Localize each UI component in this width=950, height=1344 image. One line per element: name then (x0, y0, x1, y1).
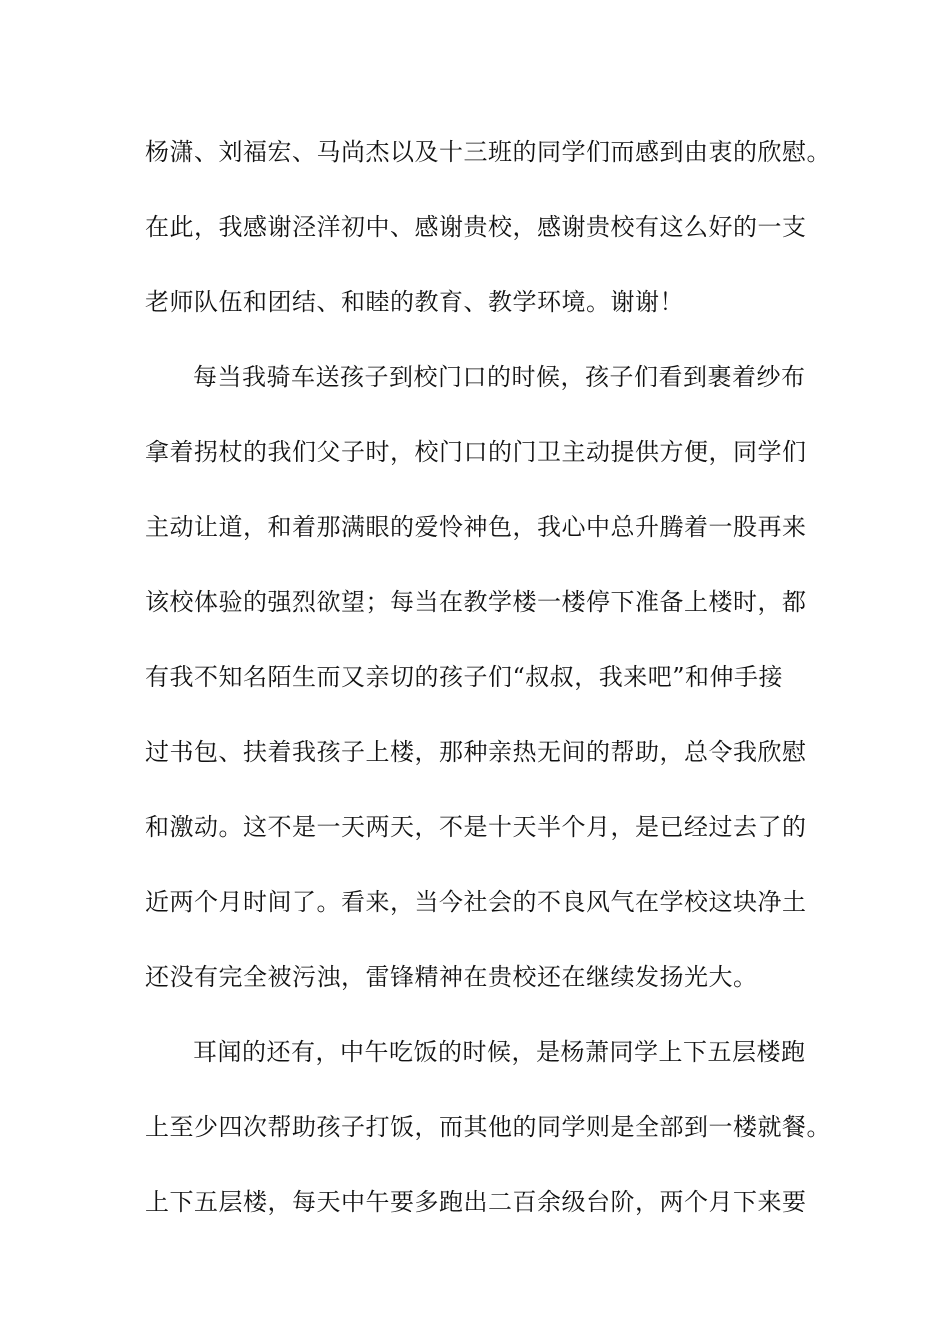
text-line: 在此，我感谢泾洋初中、感谢贵校，感谢贵校有这么好的一支 (145, 213, 807, 241)
text-line: 上下五层楼，每天中午要多跑出二百余级台阶，两个月下来要 (145, 1188, 807, 1216)
text-line: 过书包、扶着我孩子上楼，那种亲热无间的帮助，总令我欣慰 (145, 738, 807, 766)
paragraph-start-line: 耳闻的还有，中午吃饭的时候，是杨萧同学上下五层楼跑 (193, 1038, 806, 1066)
document-body (145, 128, 831, 1253)
paragraph-start-line: 每当我骑车送孩子到校门口的时候，孩子们看到裹着纱布 (193, 363, 806, 391)
text-line: 和激动。这不是一天两天，不是十天半个月，是已经过去了的 (145, 813, 807, 841)
text-line: 有我不知名陌生而又亲切的孩子们“叔叔，我来吧”和伸手接 (145, 663, 784, 691)
text-line: 老师队伍和团结、和睦的教育、教学环境。谢谢！ (145, 288, 684, 316)
text-line: 近两个月时间了。看来，当今社会的不良风气在学校这块净土 (145, 888, 807, 916)
text-line: 该校体验的强烈欲望；每当在教学楼一楼停下准备上楼时，都 (145, 588, 807, 616)
text-line: 还没有完全被污浊，雷锋精神在贵校还在继续发扬光大。 (145, 963, 758, 991)
text-line: 杨潇、刘福宏、马尚杰以及十三班的同学们而感到由衷的欣慰。 (145, 138, 831, 166)
text-line: 主动让道，和着那满眼的爱怜神色，我心中总升腾着一股再来 (145, 513, 807, 541)
text-line: 上至少四次帮助孩子打饭，而其他的同学则是全部到一楼就餐。 (145, 1113, 831, 1141)
text-line: 拿着拐杖的我们父子时，校门口的门卫主动提供方便，同学们 (145, 438, 807, 466)
